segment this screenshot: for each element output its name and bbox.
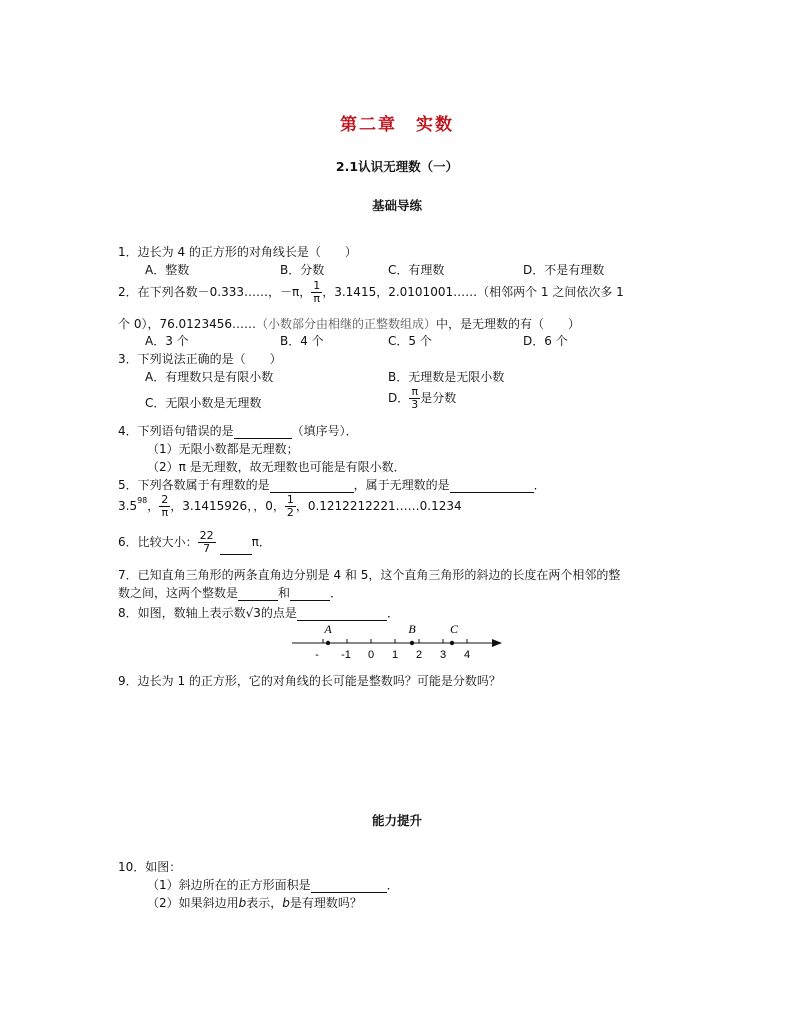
q5-f2-num: 1 (286, 493, 294, 506)
tick-label-2: 2 (415, 649, 423, 661)
q3-stem: 3．下列说法正确的是（ ） (118, 352, 282, 366)
q10-answer-blank (311, 880, 387, 893)
q2-line2a: 个 0），76.0123456…… (118, 317, 256, 331)
q8-stem-a: 8．如图，数轴上表示数 (118, 606, 246, 620)
point-c-label: C (449, 622, 459, 636)
tick-label-neg: - (315, 649, 319, 661)
q1-option-c: C．有理数 (388, 263, 445, 277)
q5-n2: ，3.1415926，，0， (170, 499, 285, 513)
q5-stem-a: 5．下列各数属于有理数的是 (118, 478, 270, 492)
q6-frac-num: 22 (199, 529, 214, 542)
q1-option-d: D．不是有理数 (523, 263, 605, 277)
point-c-dot (450, 641, 454, 645)
q6-fraction (198, 530, 216, 555)
tick-label-0: 0 (367, 649, 375, 661)
q8-sqrt: √3 (245, 606, 261, 620)
q2-mid: ，3.1415，2.0101001……（相邻两个 1 之间依次多 1 (322, 285, 624, 299)
q5-f1-num: 2 (161, 493, 169, 506)
q10-l1a: （1）斜边所在的正方形面积是 (147, 878, 311, 892)
q7-l2b: 和 (278, 586, 291, 600)
q8-stem-b: 的点是 (260, 606, 297, 620)
q1-stem: 1．边长为 4 的正方形的对角线长是（ ） (118, 245, 357, 259)
q5-irrational-blank (450, 480, 534, 493)
q6-post: π． (251, 535, 271, 549)
q2-note: （小数部分由相继的正整数组成） (255, 317, 436, 331)
q4-item-2: （2）π 是无理数，故无理数也可能是有限小数． (147, 460, 406, 474)
q10-item-1 (147, 876, 399, 893)
tick-label-neg1: -1 (341, 649, 351, 661)
q4-stem-a: 4．下列语句错误的是 (118, 424, 234, 438)
q3-option-b: B．无理数是无限小数 (388, 370, 505, 384)
point-a-dot (326, 641, 330, 645)
q3-option-a: A．有理数只是有限小数 (145, 370, 274, 384)
q7-line2 (118, 584, 342, 601)
q2-frac-den: π (313, 292, 321, 305)
q2-option-d: D．6 个 (523, 334, 568, 348)
q5-fraction-2 (285, 494, 296, 519)
q2-frac-num: 1 (313, 279, 321, 292)
q7-blank-1 (238, 588, 278, 601)
q5-f2-den: 2 (286, 506, 294, 519)
number-line-arrow (492, 639, 502, 647)
q7-l2c: ． (330, 586, 343, 600)
q2-option-c: C．5 个 (388, 334, 432, 348)
q6-pre: 6．比较大小： (118, 535, 198, 549)
number-line-figure (280, 618, 510, 670)
q9-stem: 9．边长为 1 的正方形，它的对角线的长可能是整数吗？可能是分数吗？ (118, 674, 501, 688)
q5-stem-b: ，属于无理数的是 (353, 478, 450, 492)
q8-stem-c: ． (386, 606, 399, 620)
tick-label-3: 3 (439, 649, 447, 661)
q5-stem (118, 476, 546, 493)
subsection-title-basic: 基础导练 (371, 198, 422, 213)
q7-line1: 7．已知直角三角形的两条直角边分别是 4 和 5，这个直角三角形的斜边的长度在两个相邻的整 (118, 568, 621, 582)
point-b-label: B (408, 622, 416, 636)
q5-n1: 3.5 (118, 499, 138, 513)
q10-l2b: 表示， (246, 896, 283, 910)
q2-option-a: A．3 个 (145, 334, 189, 348)
q3-d-num: π (409, 386, 420, 399)
q4-answer-blank (234, 426, 292, 439)
tick-label-4: 4 (463, 649, 471, 661)
q4-stem (118, 422, 358, 439)
chapter-title: 第二章 实数 (340, 115, 454, 135)
q2-line2b: 中，是无理数的有（ ） (436, 317, 581, 331)
q5-fraction-1 (159, 494, 170, 519)
q10-item-2 (147, 894, 362, 911)
q4-stem-b: （填序号）． (291, 424, 358, 438)
q3-d-post: 是分数 (420, 391, 457, 405)
q5-numbers: $3.5^{9̇8̇}$， $\frac{2}{\pi}$ ，3.1415926，，0， $\frac{1}{2}$ ，0.1212212221……0.1234 (118, 493, 462, 519)
q7-blank-2 (290, 588, 330, 601)
q5-rational-blank (270, 480, 354, 493)
q10-l2c: 是有理数吗？ (289, 896, 362, 910)
q10-var-b1: b (238, 896, 247, 910)
subsection-title-advanced: 能力提升 (371, 813, 422, 828)
q3-d-fraction (409, 386, 420, 411)
section-title: 2.1认识无理数（一） (335, 159, 459, 174)
q5-f1-den: π (161, 506, 169, 519)
q5-stem-c: ． (533, 478, 546, 492)
q3-d-den: 3 (411, 398, 419, 411)
q4-item-1: （1）无限小数都是无理数； (147, 442, 299, 456)
q3-option-c: C．无限小数是无理数 (145, 396, 262, 410)
q10-stem: 10．如图： (118, 860, 182, 874)
q10-var-b2: b (282, 896, 290, 910)
q10-l1b: ． (386, 878, 399, 892)
q2-option-b: B．4 个 (280, 334, 324, 348)
q5-n3: ，0.1212212221……0.1234 (295, 499, 462, 513)
q5-repeat-dot: 9̇8̇ (137, 496, 148, 505)
point-b-dot (410, 641, 414, 645)
q6-answer-blank (220, 542, 252, 555)
q1-option-a: A．整数 (145, 263, 190, 277)
q2-line2 (118, 315, 580, 332)
q3-option-d (388, 386, 456, 411)
q6-line (118, 530, 271, 555)
tick-label-1: 1 (391, 649, 399, 661)
q10-l2a: （2）如果斜边用 (147, 896, 239, 910)
point-a-label: A (324, 622, 332, 636)
q2-line1 (118, 280, 624, 305)
q3-d-pre: D． (388, 391, 410, 405)
q2-pre: 2．在下列各数－0.333……，－π， (118, 285, 312, 299)
q6-frac-den: 7 (203, 542, 211, 555)
q2-fraction (311, 280, 322, 305)
q7-l2a: 数之间，这两个整数是 (118, 586, 239, 600)
q1-option-b: B．分数 (280, 263, 325, 277)
